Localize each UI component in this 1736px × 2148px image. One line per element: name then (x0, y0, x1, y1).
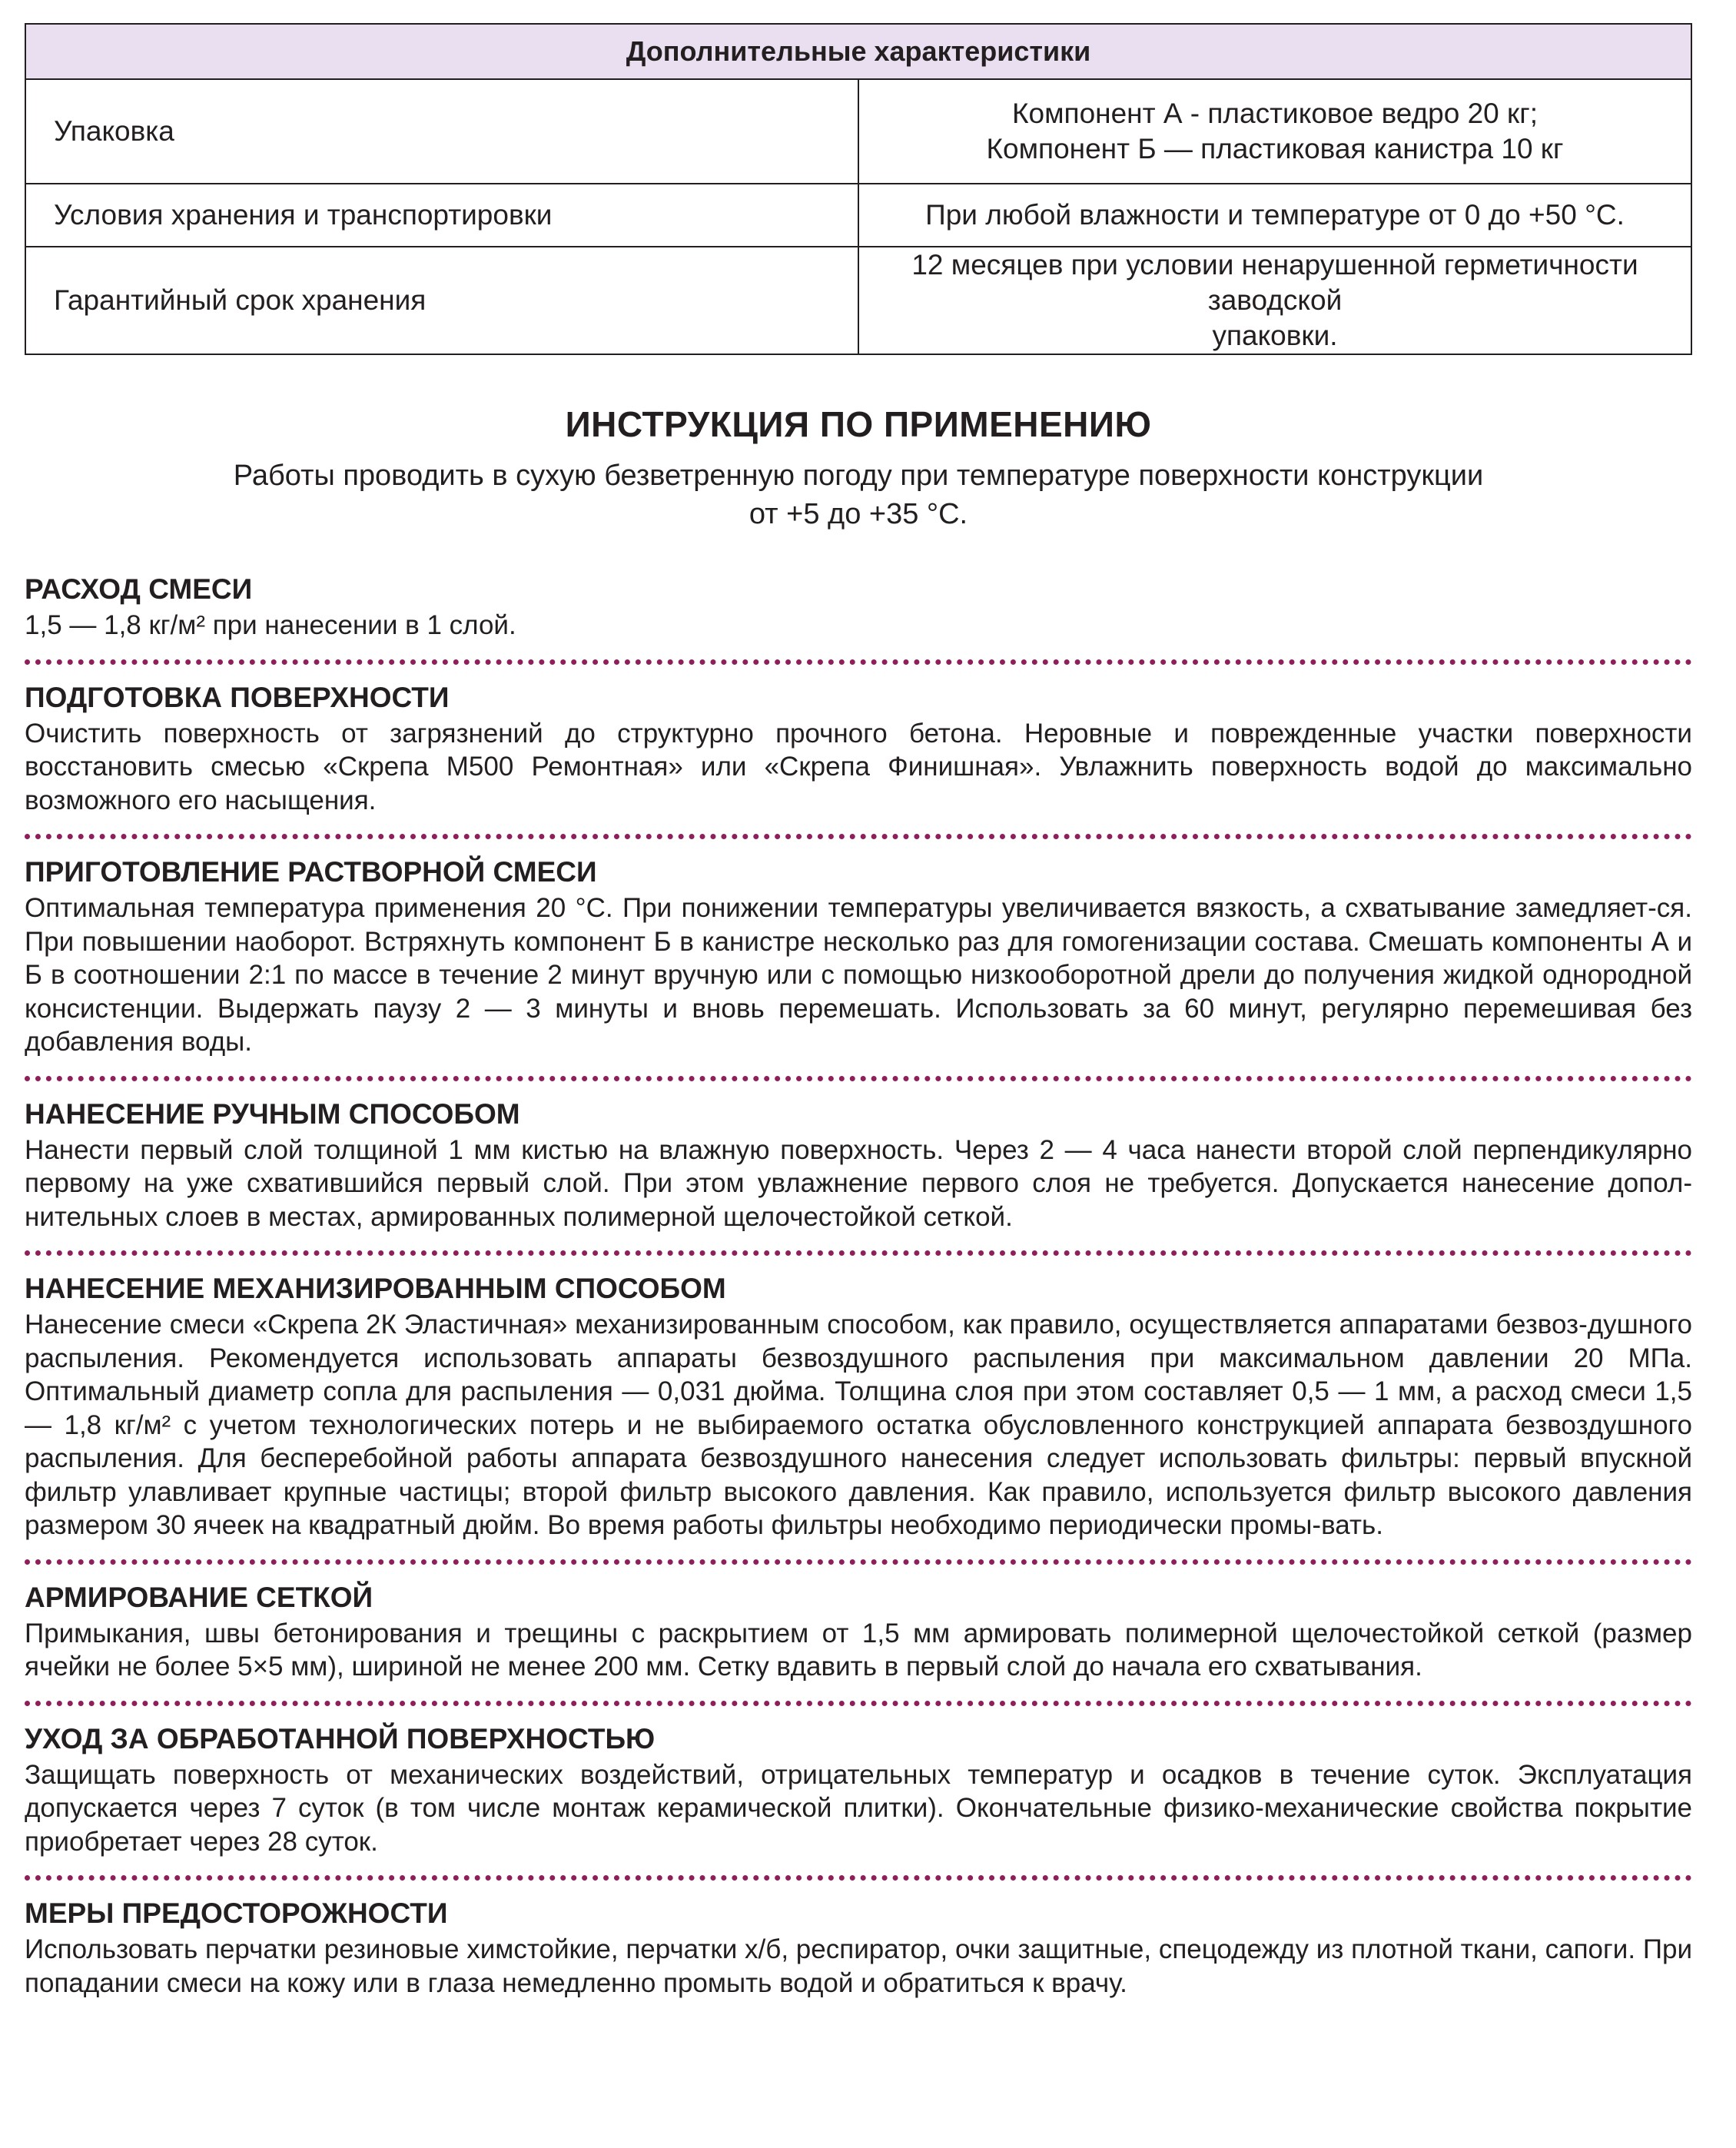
dotted-divider (25, 1701, 1692, 1706)
section-text: Защищать поверхность от механических воздействий, отрицательных температур и осадков в течение суток. Эксплуатация допускается через 7 суток (в том числе монтаж керамической плитки). Окончательные физико-механические свойства покрытие приобретает через 28 суток. (25, 1759, 1692, 1857)
instructions-title: ИНСТРУКЦИЯ ПО ПРИМЕНЕНИЮ (565, 404, 1152, 444)
storage-value: При любой влажности и температуре от 0 до +50 °С. (858, 184, 1691, 247)
document-page (25, 23, 1692, 2017)
shelf-life-label: Гарантийный срок хранения (25, 247, 858, 354)
instruction-sections (25, 572, 1692, 2017)
packaging-value-line2: Компонент Б — пластиковая канистра 10 кг (986, 133, 1564, 164)
packaging-label: Упаковка (25, 79, 858, 184)
instructions-subtitle-line1: Работы проводить в сухую безветренную погоду при температуре поверхности конструкции (233, 460, 1484, 492)
section-manual-application (25, 1097, 1692, 1251)
section-surface-preparation (25, 680, 1692, 835)
instructions-heading (25, 403, 1692, 533)
shelf-life-value (858, 247, 1691, 354)
section-text: Использовать перчатки резиновые химстойкие, перчатки х/б, респиратор, очки защитные, спецодежду из плотной ткани, сапоги. При попадании смеси на кожу или в глаза немедленно промыть водой и обратиться к врачу. (25, 1934, 1692, 1998)
section-text: Нанесение смеси «Скрепа 2К Эластичная» механизированным способом, как правило, осуществляется аппаратами безвоз-душного распыления. Рекомендуется использовать аппараты безвоздушного распыления при максимальном давлении 20 МПа. Оптимальный диаметр сопла для распыления — 0,031 дюйма. Толщина слоя при этом составляет 0,5 — 1 мм, а расход смеси 1,5 — 1,8 кг/м² с учетом технологических потерь и не выбираемого остатка обусловленного конструкцией аппарата безвоздушного распыления. Для бесперебойной работы аппарата безвоздушного нанесения следует использовать фильтры: первый впускной фильтр улавливает крупные частицы; второй фильтр высокого давления. Как правило, используется фильтр высокого давления размером 30 ячеек на квадратный дюйм. Во время работы фильтры необходимо периодически промы-вать. (25, 1310, 1692, 1540)
section-text: 1,5 — 1,8 кг/м² при нанесении в 1 слой. (25, 610, 516, 640)
table-row (25, 79, 1691, 184)
table-row (25, 247, 1691, 354)
dotted-divider (25, 1559, 1692, 1565)
dotted-divider (25, 834, 1692, 839)
shelf-life-value-line2: упаковки. (1212, 320, 1338, 351)
section-text: Оптимальная температура применения 20 °С. При понижении температуры увеличивается вязкость, а схватывание замедляет-ся. При повышении наоборот. Встряхнуть компонент Б в канистре несколько раз для гомогенизации состава. Смешать компоненты А и Б в соотношении 2:1 по массе в течение 2 минут вручную или с помощью низкооборотной дрели до получения жидкой однородной консистенции. Выдержать паузу 2 — 3 минуты и вновь перемешать. Использовать за 60 минут, регулярно перемешивая без добавления воды. (25, 893, 1692, 1057)
table-header-row (25, 24, 1691, 79)
instructions-subtitle (25, 456, 1692, 533)
section-title: МЕРЫ ПРЕДОСТОРОЖНОСТИ (25, 1897, 448, 1929)
section-title: ПРИГОТОВЛЕНИЕ РАСТВОРНОЙ СМЕСИ (25, 856, 597, 888)
section-mesh-reinforcement (25, 1580, 1692, 1701)
section-title: ПОДГОТОВКА ПОВЕРХНОСТИ (25, 681, 450, 713)
section-consumption (25, 572, 1692, 659)
table-header: Дополнительные характеристики (25, 24, 1691, 79)
section-precautions (25, 1896, 1692, 2017)
section-title: УХОД ЗА ОБРАБОТАННОЙ ПОВЕРХНОСТЬЮ (25, 1722, 656, 1755)
instructions-subtitle-line2: от +5 до +35 °С. (749, 498, 968, 530)
table-row (25, 184, 1691, 247)
section-text: Примыкания, швы бетонирования и трещины с раскрытием от 1,5 мм армировать полимерной щелочестойкой сеткой (размер ячейки не более 5×5 мм), шириной не менее 200 мм. Сетку вдавить в первый слой до начала его схватывания. (25, 1618, 1692, 1682)
packaging-value (858, 79, 1691, 184)
dotted-divider (25, 1076, 1692, 1081)
section-surface-care (25, 1721, 1692, 1876)
additional-specs-table (25, 23, 1692, 355)
section-text: Нанести первый слой толщиной 1 мм кистью на влажную поверхность. Через 2 — 4 часа нанести второй слой перпендикулярно первому на уже схватившийся первый слой. При этом увлажнение первого слоя не требуется. Допускается нанесение допол-нительных слоев в местах, армированных полимерной щелочестойкой сеткой. (25, 1134, 1692, 1232)
section-title: РАСХОД СМЕСИ (25, 573, 253, 605)
section-title: НАНЕСЕНИЕ МЕХАНИЗИРОВАННЫМ СПОСОБОМ (25, 1273, 726, 1304)
section-title: АРМИРОВАНИЕ СЕТКОЙ (25, 1581, 373, 1613)
section-mix-preparation (25, 855, 1692, 1076)
packaging-value-line1: Компонент А - пластиковое ведро 20 кг; (1011, 98, 1538, 129)
section-title: НАНЕСЕНИЕ РУЧНЫМ СПОСОБОМ (25, 1097, 520, 1130)
shelf-life-value-line1: 12 месяцев при условии ненарушенной герметичности заводской (911, 249, 1638, 316)
dotted-divider (25, 659, 1692, 665)
section-mechanized-application (25, 1271, 1692, 1559)
section-text: Очистить поверхность от загрязнений до структурно прочного бетона. Неровные и поврежденные участки поверхности восстановить смесью «Скрепа М500 Ремонтная» или «Скрепа Финишная». Увлажнить поверхность водой до максимально возможного его насыщения. (25, 718, 1692, 815)
dotted-divider (25, 1875, 1692, 1881)
dotted-divider (25, 1250, 1692, 1256)
storage-label: Условия хранения и транспортировки (25, 184, 858, 247)
